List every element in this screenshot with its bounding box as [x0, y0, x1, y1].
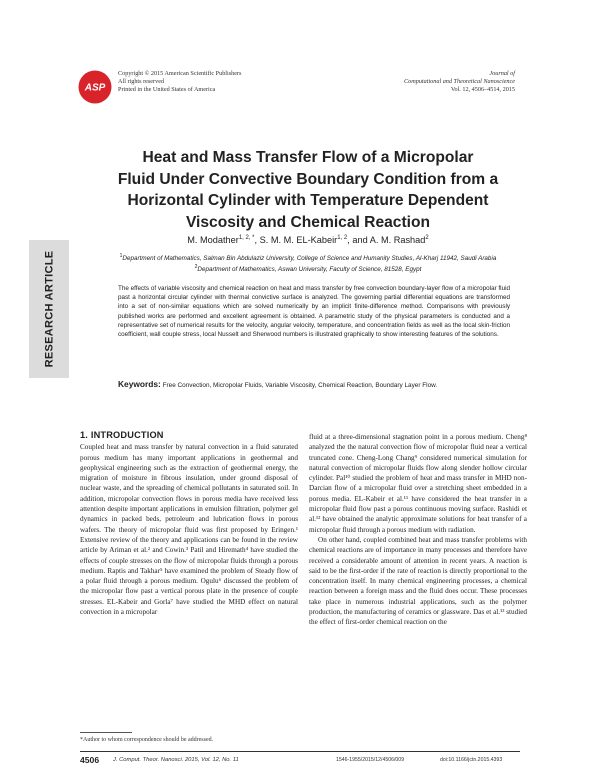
affiliation-line: Department of Mathematics, Aswan University, Faculty of Science, 81528, Egypt — [197, 266, 422, 274]
footnote-rule — [80, 732, 132, 733]
journal-info — [404, 70, 515, 95]
logo-text: ASP — [84, 82, 106, 94]
copyright-line: Printed in the United States of America — [118, 86, 216, 94]
author-name: M. Modather — [187, 235, 239, 246]
affil-sup: 2 — [194, 264, 198, 271]
author-name: , and A. M. Rashad — [347, 235, 426, 246]
journal-label: Journal of — [489, 70, 515, 77]
journal-volume: Vol. 12, 4506–4514, 2015 — [450, 86, 515, 94]
issn: 1546-1955/2015/12/4506/009 — [336, 757, 405, 763]
copyright-notice — [118, 70, 241, 95]
copyright-line: All rights reserved — [118, 78, 165, 86]
title-line: Heat and Mass Transfer Flow of a Micropolar — [142, 149, 474, 166]
affiliation-line: Department of Mathematics, Salman Bin Abdulaziz University, College of Science and Humanity Studies, Al-Kharj 11942, Saudi Arabia — [122, 255, 497, 263]
section-heading: 1. INTRODUCTION — [80, 430, 164, 440]
copyright-line: Copyright © 2015 American Scientific Publishers — [118, 70, 242, 77]
title-line: Horizontal Cylinder with Temperature Dependent — [127, 192, 489, 209]
abstract: The effects of variable viscosity and chemical reaction on heat and mass transfer by free convection boundary-layer flow of a micropolar fluid past a horizontal circular cylinder with thermal convictive surface is analyzed. The governing partial differential equations are transformed into a set of non-similar equations which are solved numerically by an implicit finite-difference method. Comparisons with previously published works are performed and excellent agreement is obtained. A parametric study of the physical parameters is conducted and a representative set of numerical results for the velocity, angular velocity, temperature, and concentration fields as well as the local skin-friction coefficient, wall couple stress, local Nusselt and Sherwood numbers is illustrated graphically to show interesting features of the solutions. — [118, 285, 510, 339]
affil-sup: 1 — [119, 253, 123, 259]
doi: doi:10.1166/jctn.2015.4393 — [440, 757, 503, 763]
page-number: 4506 — [80, 755, 100, 765]
journal-name: Computational and Theoretical Nanoscience — [404, 78, 515, 86]
title-line: Fluid Under Convective Boundary Condition from a — [117, 170, 499, 188]
author-sup: 2 — [425, 235, 429, 241]
article-title — [90, 147, 526, 233]
author-sup: 1, 2, * — [238, 235, 255, 241]
keywords-text: Free Convection, Micropolar Fluids, Variable Viscosity, Chemical Reaction, Boundary Layer Flow. — [162, 382, 438, 389]
keywords-label: Keywords: — [118, 379, 161, 389]
keywords — [118, 380, 510, 390]
journal-reference: J. Comput. Theor. Nanosci. 2015, Vol. 12, No. 11 — [113, 757, 239, 763]
author-sup: 1, 2 — [337, 235, 348, 241]
footer-rule — [80, 751, 520, 752]
asp-logo — [78, 70, 112, 104]
footnote: *Author to whom correspondence should be addressed. — [80, 737, 214, 743]
column-right — [309, 432, 527, 628]
side-tab-wrapper — [29, 240, 69, 378]
paragraph: Coupled heat and mass transfer by natural convection in a fluid saturated porous medium has many important applications in geothermal and geophysical engineering such as the extraction of geothermal energy, the migration of moisture in fibrous insulation, under ground disposal of nuclear waste, and the spreading of chemical pollutants in saturated soil. In addition, micropolar convection flows in porous media have received less attention despite important applications in emulsion filtration, polymer gel dynamics in packed beds, petroleum and lubrication flows in porous wafers. The theory of micropolar fluid was first proposed by Eringen.¹ Extensive review of the theory and applications can be found in the review article by Ariman et al.² and Cowin.³ Patil and Hiremath⁴ have studied the effects of couple stresses on the flow of micropolar fluids through a porous medium. Raptis and Takhar⁵ have examined the problem of Steady flow of a polar fluid through a porous medium. Ogulu⁶ discussed the problem of the micropolar flow past a vertical porous plate in the presence of couple stresses. EL-Kabeir and Gorla⁷ have studied the MHD effect on natural convection in a micropolar — [80, 443, 298, 617]
author-name: , S. M. M. EL-Kabeir — [254, 235, 338, 246]
authors — [90, 235, 526, 245]
column-left — [80, 430, 298, 617]
paragraph: On other hand, coupled combined heat and mass transfer problems with chemical reactions are of importance in many processes and therefore have received a considerable amount of attention in recent years. A reaction is said to be the first-order if the rate of reaction is directly proportional to the concentration itself. In many chemical engineering processes, a chemical reaction between a foreign mass and the fluid does occur. These processes take place in numerous industrial applications, such as the polymer production, the manufacturing of ceramics or glassware. Das et al.¹³ studied the effect of first-order chemical reaction on the — [309, 535, 527, 627]
affiliations — [90, 252, 526, 274]
paragraph: fluid at a three-dimensional stagnation point in a porous medium. Cheng⁸ analyzed the the natural convection flow of micropolar fluid near a vertical truncated cone. Cheng-Long Chang⁹ considered numerical simulation for natural convection of micropolar fluids flow along slender hollow circular cylinder. Pal¹⁰ studied the problem of heat and mass transfer in MHD non-Darcian flow of a micropolar fluid over a stretching sheet embedded in a porous media. EL-Kabeir et al.¹¹ have considered the heat transfer in a micropolar fluid flow past a porous continuous moving surface. Rashidi et al.¹² have obtained the analytic approximate solutions for heat transfer of a micropolar fluid through a porous medium with radiation. — [309, 433, 527, 534]
title-line: Viscosity and Chemical Reaction — [185, 213, 431, 231]
side-tab-label: RESEARCH ARTICLE — [43, 250, 55, 368]
